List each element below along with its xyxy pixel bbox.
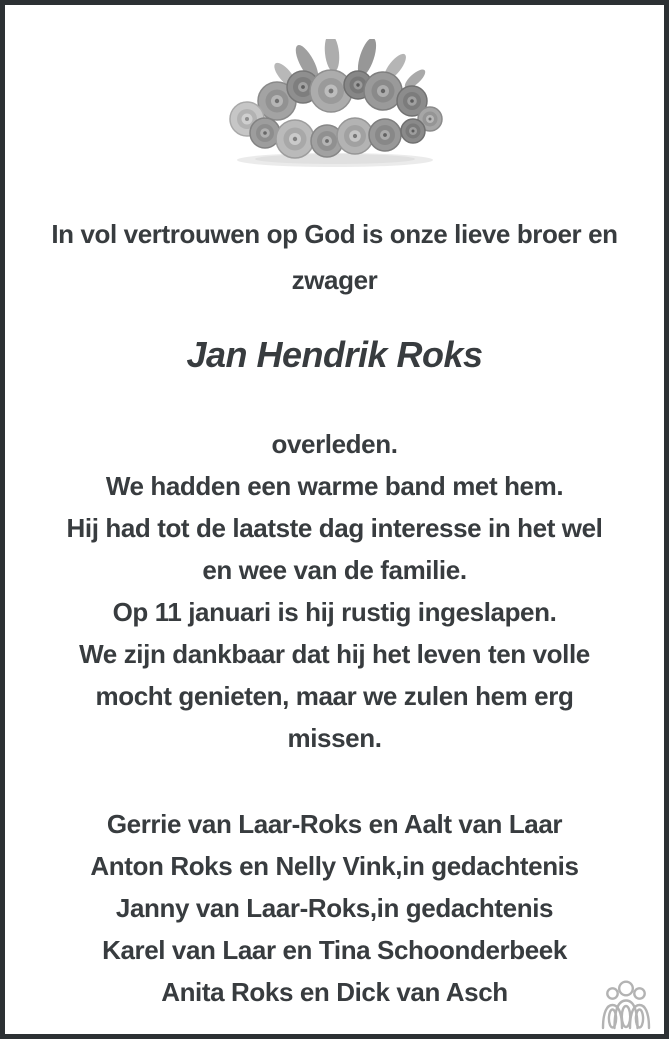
relatives-list — [5, 803, 664, 1013]
roses-bouquet-icon — [215, 39, 455, 169]
body-line: en wee van de familie. — [202, 555, 467, 585]
intro-line: zwager — [291, 265, 378, 295]
intro-text — [5, 211, 664, 303]
body-line: We zijn dankbaar dat hij het leven ten volle — [79, 639, 590, 669]
family-figures-logo — [598, 978, 654, 1030]
body-line: missen. — [287, 723, 382, 753]
intro-line: In vol vertrouwen op God is onze lieve broer en — [51, 219, 618, 249]
body-line: We hadden een warme band met hem. — [105, 471, 564, 501]
relative-line: Anita Roks en Dick van Asch — [161, 977, 508, 1007]
body-line: Op 11 januari is hij rustig ingeslapen. — [112, 597, 557, 627]
relative-line: Karel van Laar en Tina Schoonderbeek — [102, 935, 567, 965]
body-line: overleden. — [271, 429, 398, 459]
body-line: Hij had tot de laatste dag interesse in het wel — [66, 513, 603, 543]
relative-line: Gerrie van Laar-Roks en Aalt van Laar — [106, 809, 563, 839]
body-line: mocht genieten, maar we zulen hem erg — [95, 681, 574, 711]
relative-line: Anton Roks en Nelly Vink,in gedachtenis — [90, 851, 579, 881]
roses-photo — [5, 39, 664, 169]
deceased-name: Jan Hendrik Roks — [186, 334, 483, 375]
notice-body — [5, 423, 664, 759]
relative-line: Janny van Laar-Roks,in gedachtenis — [115, 893, 554, 923]
family-figures-icon — [598, 978, 654, 1030]
